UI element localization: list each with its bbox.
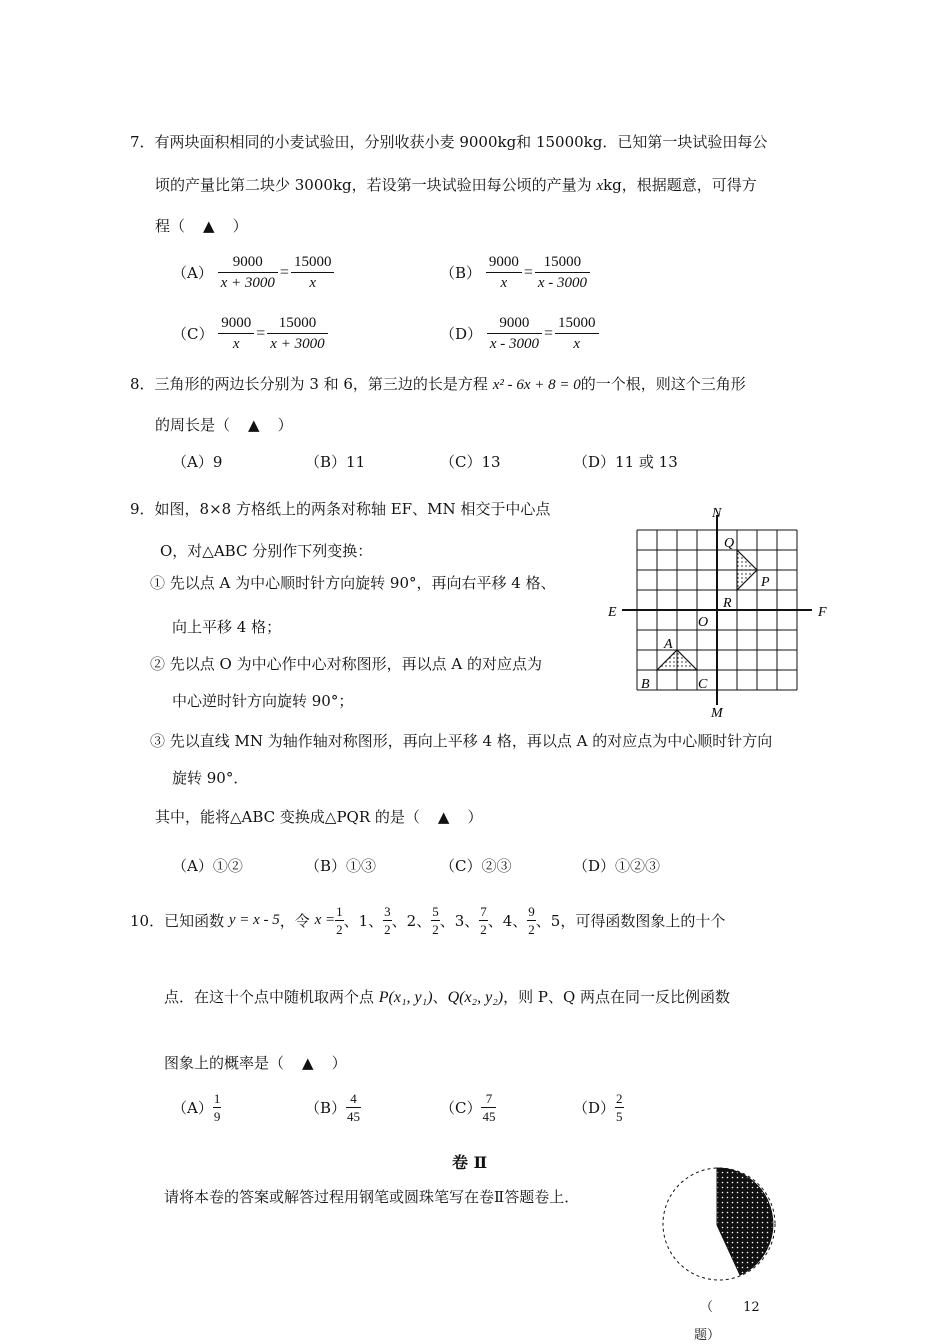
q10-line2: 点．在这十个点中随机取两个点 P(x₁, y₁)、Q(x₂, y₂)，则 P、Q 两点在同一反比例函数 bbox=[164, 988, 731, 1006]
q7-line1: 7．有两块面积相同的小麦试验田，分别收获小麦 9000kg和 15000kg．已知第一块试验田每公 bbox=[130, 133, 768, 151]
q8-line2: 的周长是（ ▲ ） bbox=[155, 416, 293, 434]
q8-option-a[interactable]: （A）9 bbox=[172, 453, 223, 471]
q9-item1-b: 向上平移 4 格； bbox=[172, 618, 282, 636]
label-a: A bbox=[664, 637, 673, 652]
q9-item2-b: 中心逆时针方向旋转 90°； bbox=[172, 692, 354, 710]
q12-circle-figure bbox=[660, 1165, 780, 1285]
q9-option-a[interactable]: （A）①② bbox=[172, 857, 243, 875]
q7-line2: 顷的产量比第二块少 3000kg，若设第一块试验田每公顷的产量为 xkg，根据题意，可得方 bbox=[155, 176, 757, 194]
triangle-abc bbox=[657, 650, 697, 670]
q9-line2: O，对△ABC 分别作下列变换： bbox=[160, 542, 373, 560]
q9-option-d[interactable]: （D）①②③ bbox=[573, 857, 661, 875]
q8-option-d[interactable]: （D）11 或 13 bbox=[573, 453, 678, 471]
section2-title: 卷 Ⅱ bbox=[452, 1153, 488, 1172]
label-n: N bbox=[712, 506, 722, 521]
shaded-region bbox=[717, 1168, 773, 1275]
q8-option-b[interactable]: （B）11 bbox=[305, 453, 366, 471]
section2-instruction: 请将本卷的答案或解答过程用钢笔或圆珠笔写在卷Ⅱ答题卷上． bbox=[164, 1188, 580, 1206]
q7-option-d[interactable]: （D） $\frac{9000}{x - 3000}$ = $\frac{15000}{x}$ bbox=[440, 313, 599, 354]
q10-option-b[interactable]: （B） $\frac{4}{45}$ bbox=[305, 1091, 361, 1124]
q9-option-c[interactable]: （C）②③ bbox=[440, 857, 512, 875]
q12-caption-2: 题） bbox=[694, 1328, 721, 1343]
label-q: Q bbox=[724, 536, 735, 551]
q10-line1: 10．已知函数 y = x - 5，令 x = $\frac{1}{2}$ 、1、 $\frac{3}{2}$ 、2、 $\frac{5}{2}$ 、3、 $\frac{7}{2}$ 、4、 $\frac{9}{2}$ 、5，可得函数图象上的十个 bbox=[130, 904, 726, 937]
q9-grid-figure bbox=[600, 500, 840, 725]
label-o: O bbox=[698, 615, 709, 630]
label-c: C bbox=[698, 677, 708, 692]
label-f: F bbox=[818, 605, 827, 620]
symmetry-axes bbox=[622, 515, 812, 705]
q8-option-c[interactable]: （C）13 bbox=[440, 453, 501, 471]
q7-option-c[interactable]: （C） $\frac{9000}{x}$ = $\frac{15000}{x + 3000}$ bbox=[172, 313, 328, 354]
q9-item2-a: ② 先以点 O 为中心作中心对称图形，再以点 A 的对应点为 bbox=[150, 655, 542, 673]
triangle-pqr bbox=[737, 550, 757, 590]
q7-line3: 程（ ▲ ） bbox=[155, 217, 248, 235]
q9-item3-a: ③ 先以直线 MN 为轴作轴对称图形，再向上平移 4 格，再以点 A 的对应点为中心顺时针方向 bbox=[150, 732, 773, 750]
label-b: B bbox=[641, 677, 650, 692]
label-r: R bbox=[723, 596, 732, 611]
q10-option-c[interactable]: （C） $\frac{7}{45}$ bbox=[440, 1091, 496, 1124]
q8-line1: 8．三角形的两边长分别为 3 和 6，第三边的长是方程 x² - 6x + 8 = 0的一个根，则这个三角形 bbox=[130, 375, 746, 393]
q7-option-b[interactable]: （B） $\frac{9000}{x}$ = $\frac{15000}{x - 3000}$ bbox=[440, 252, 590, 293]
q9-option-b[interactable]: （B）①③ bbox=[305, 857, 377, 875]
q9-item3-b: 旋转 90°． bbox=[172, 769, 249, 787]
q9-line1: 9．如图，8×8 方格纸上的两条对称轴 EF、MN 相交于中心点 bbox=[130, 500, 551, 518]
q10-option-a[interactable]: （A） $\frac{1}{9}$ bbox=[172, 1091, 221, 1124]
label-p: P bbox=[761, 575, 770, 590]
q7-option-a[interactable]: （A） $\frac{9000}{x + 3000}$ = $\frac{15000}{x}$ bbox=[172, 252, 334, 293]
q9-question: 其中，能将△ABC 变换成△PQR 的是（ ▲ ） bbox=[155, 808, 483, 826]
q9-item1-a: ① 先以点 A 为中心顺时针方向旋转 90°，再向右平移 4 格、 bbox=[150, 574, 556, 592]
q12-caption-1: （ 12 bbox=[700, 1300, 760, 1315]
label-m: M bbox=[711, 706, 723, 721]
q10-line3: 图象上的概率是（ ▲ ） bbox=[164, 1054, 347, 1072]
label-e: E bbox=[608, 605, 617, 620]
q10-option-d[interactable]: （D） $\frac{2}{5}$ bbox=[573, 1091, 623, 1124]
